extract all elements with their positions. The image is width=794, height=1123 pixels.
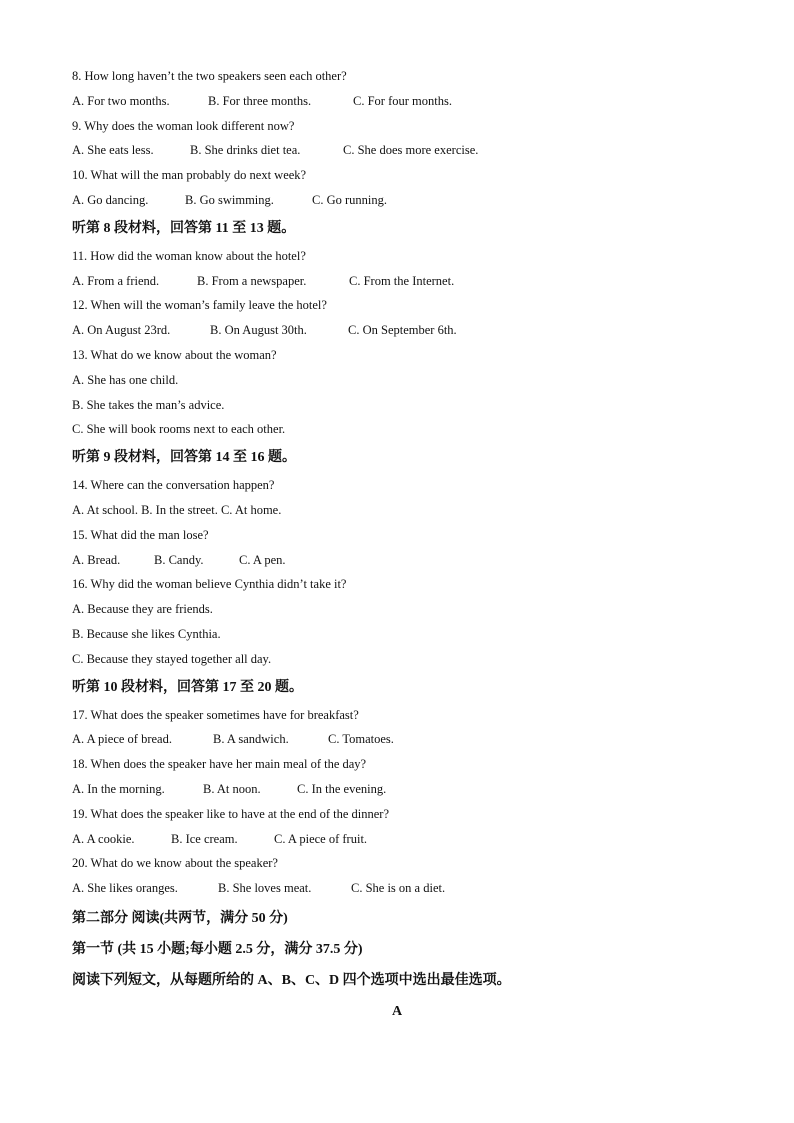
question-11: 11. How did the woman know about the hotel? <box>72 248 306 263</box>
option-b: B. She loves meat. <box>218 881 312 896</box>
option-c: C. She will book rooms next to each other. <box>72 422 286 437</box>
reading-instruction: 阅读下列短文，从每题所给的 A、B、C、D 四个选项中选出最佳选项。 <box>72 972 511 988</box>
options-18 <box>72 777 722 802</box>
option-a: A. She has one child. <box>72 372 179 387</box>
question-13: 13. What do we know about the woman? <box>72 347 277 362</box>
options-15 <box>72 548 722 573</box>
option-c: C. For four months. <box>353 93 452 108</box>
option-c: C. She does more exercise. <box>343 143 479 158</box>
question-15: 15. What did the man lose? <box>72 527 209 542</box>
options-19 <box>72 827 722 852</box>
section-9-heading: 听第 9 段材料，回答第 14 至 16 题。 <box>72 450 296 466</box>
question-16: 16. Why did the woman believe Cynthia didn’t take it? <box>72 577 347 592</box>
question-10: 10. What will the man probably do next week? <box>72 168 307 183</box>
question-8: 8. How long haven’t the two speakers seen each other? <box>72 69 347 83</box>
section-8-heading: 听第 8 段材料，回答第 11 至 13 题。 <box>72 220 296 236</box>
question-14: 14. Where can the conversation happen? <box>72 478 275 493</box>
question-18: 18. When does the speaker have her main meal of the day? <box>72 757 367 772</box>
question-17: 17. What does the speaker sometimes have for breakfast? <box>72 707 359 722</box>
option-c: C. Go running. <box>312 192 387 207</box>
option-c: C. In the evening. <box>297 781 387 796</box>
section-10-heading: 听第 10 段材料，回答第 17 至 20 题。 <box>72 679 303 695</box>
options-11 <box>72 269 722 294</box>
option-a: A. Because they are friends. <box>72 602 213 617</box>
option-b: B. She drinks diet tea. <box>190 143 301 158</box>
option-a: A. A piece of bread. <box>72 732 172 747</box>
option-b: B. From a newspaper. <box>197 273 307 288</box>
option-b: B. She takes the man’s advice. <box>72 397 225 412</box>
option-b: B. Because she likes Cynthia. <box>72 626 221 641</box>
option-b: B. Candy. <box>154 552 204 567</box>
option-b: B. For three months. <box>208 93 312 108</box>
section-1-heading: 第一节 (共 15 小题;每小题 2.5 分，满分 37.5 分) <box>72 941 363 957</box>
options-17 <box>72 727 722 752</box>
option-a: A. Go dancing. <box>72 192 149 207</box>
options-14: A. At school. B. In the street. C. At home. <box>72 502 282 517</box>
question-12: 12. When will the woman’s family leave the hotel? <box>72 298 327 313</box>
option-a: A. On August 23rd. <box>72 323 171 338</box>
option-c: C. From the Internet. <box>349 273 455 288</box>
option-a: A. Bread. <box>72 552 121 567</box>
passage-label: A <box>391 1003 403 1019</box>
question-19: 19. What does the speaker like to have at the end of the dinner? <box>72 806 390 821</box>
option-b: B. Go swimming. <box>185 192 274 207</box>
option-b: B. A sandwich. <box>213 732 289 747</box>
question-20: 20. What do we know about the speaker? <box>72 856 278 871</box>
option-c: C. A pen. <box>239 552 286 567</box>
question-9: 9. Why does the woman look different now? <box>72 118 295 133</box>
options-8 <box>72 89 722 114</box>
option-c: C. A piece of fruit. <box>274 831 368 846</box>
part-2-heading: 第二部分 阅读(共两节，满分 50 分) <box>72 910 288 926</box>
option-b: B. Ice cream. <box>171 831 238 846</box>
option-b: B. On August 30th. <box>210 323 307 338</box>
option-c: C. Tomatoes. <box>328 732 394 747</box>
option-a: A. She likes oranges. <box>72 881 178 896</box>
option-c: C. On September 6th. <box>348 323 457 338</box>
options-10 <box>72 188 722 213</box>
options-9 <box>72 138 722 163</box>
options-12 <box>72 318 722 343</box>
option-c: C. She is on a diet. <box>351 881 446 896</box>
option-a: A. She eats less. <box>72 143 154 158</box>
option-a: A. For two months. <box>72 93 170 108</box>
option-a: A. A cookie. <box>72 831 135 846</box>
options-20 <box>72 876 722 901</box>
option-a: A. From a friend. <box>72 273 160 288</box>
option-a: A. In the morning. <box>72 781 165 796</box>
option-b: B. At noon. <box>203 781 261 796</box>
option-c: C. Because they stayed together all day. <box>72 651 272 666</box>
exam-page <box>72 64 722 1027</box>
